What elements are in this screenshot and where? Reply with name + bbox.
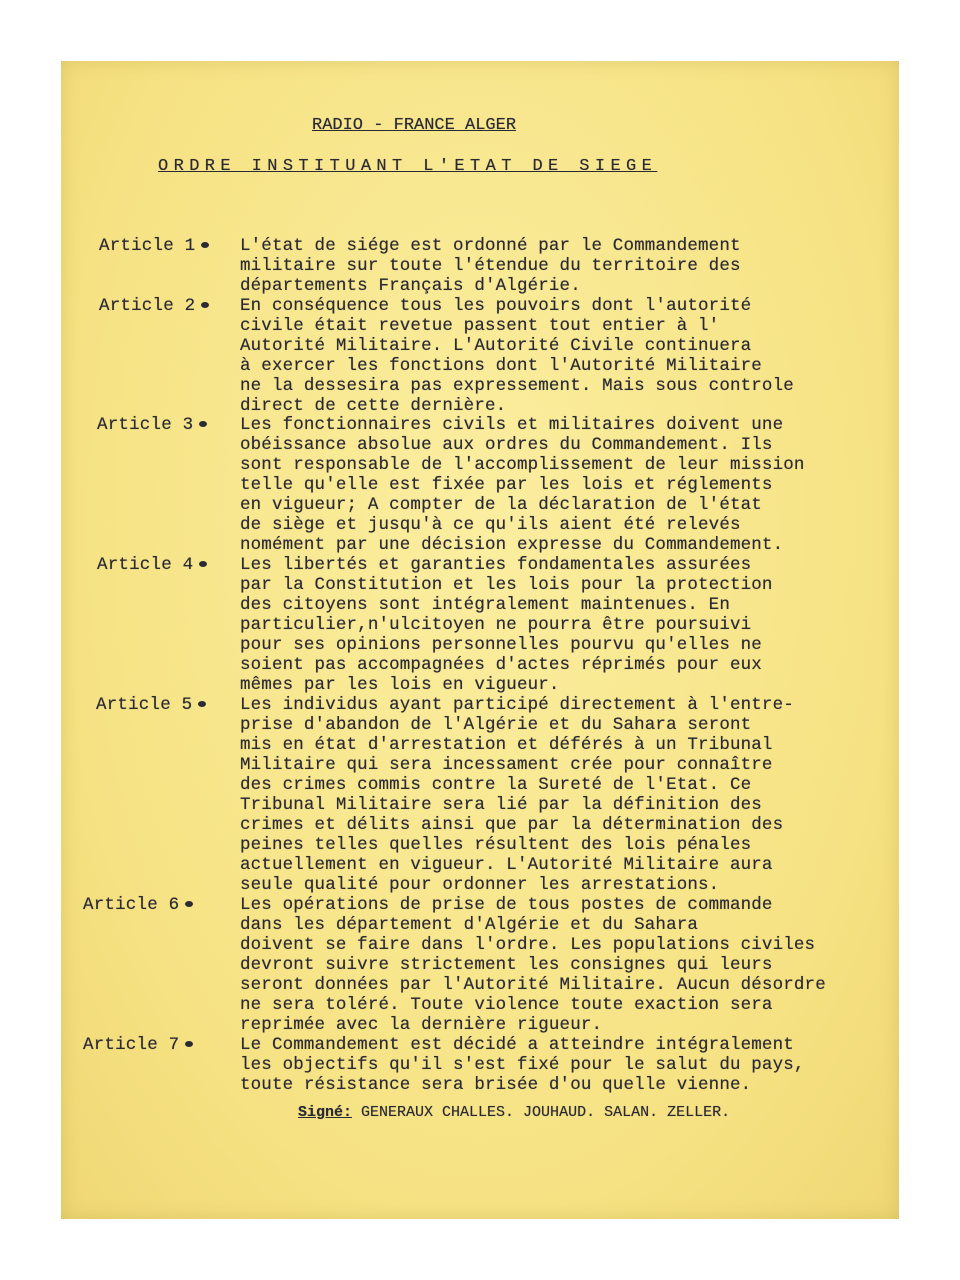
- article-text-line: doivent se faire dans l'ordre. Les populations civiles: [240, 935, 816, 955]
- bullet-icon: [199, 561, 207, 567]
- article-text-line: actuellement en vigueur. L'Autorité Militaire aura: [240, 855, 773, 875]
- signature: [298, 1104, 730, 1121]
- article-text-line: mis en état d'arrestation et déférés à un Tribunal: [240, 735, 773, 755]
- article-text-line: Militaire qui sera incessament crée pour connaître: [240, 755, 773, 775]
- article-text-line: nomément par une décision expresse du Commandement.: [240, 535, 784, 555]
- bullet-icon: [198, 701, 206, 707]
- article-text-line: Le Commandement est décidé a atteindre intégralement: [240, 1035, 794, 1055]
- article-text-line: sont responsable de l'accomplissement de leur mission: [240, 455, 805, 475]
- article-text-line: départements Français d'Algérie.: [240, 276, 581, 296]
- article-text-line: L'état de siége est ordonné par le Commandement: [240, 236, 741, 256]
- article-label-text: Article 4: [97, 555, 194, 575]
- article-label: [97, 415, 207, 435]
- article-text-line: peines telles quelles résultent des lois pénales: [240, 835, 752, 855]
- article-text-line: prise d'abandon de l'Algérie et du Sahara seront: [240, 715, 752, 735]
- article-text-line: des crimes commis contre la Sureté de l'Etat. Ce: [240, 775, 752, 795]
- signature-names: GENERAUX CHALLES. JOUHAUD. SALAN. ZELLER.: [361, 1104, 731, 1121]
- article-text-line: Tribunal Militaire sera lié par la définition des: [240, 795, 762, 815]
- bullet-icon: [185, 901, 193, 907]
- article-text-line: soient pas accompagnées d'actes réprimés pour eux: [240, 655, 762, 675]
- article-text-line: en vigueur; A compter de la déclaration de l'état: [240, 495, 762, 515]
- article-text-line: telle qu'elle est fixée par les lois et réglements: [240, 475, 773, 495]
- article-text-line: ne la dessesira pas expressement. Mais sous controle: [240, 376, 794, 396]
- article-text-line: Autorité Militaire. L'Autorité Civile continuera: [240, 336, 752, 356]
- article-text-line: crimes et délits ainsi que par la détermination des: [240, 815, 784, 835]
- article-text-line: des citoyens sont intégralement maintenues. En: [240, 595, 730, 615]
- bullet-icon: [201, 242, 209, 248]
- document-header: RADIO - FRANCE ALGER: [312, 116, 517, 135]
- article-text-line: seront données par l'Autorité Militaire. Aucun désordre: [240, 975, 826, 995]
- article-text-line: seule qualité pour ordonner les arrestations.: [240, 875, 720, 895]
- article-text-line: dans les département d'Algérie et du Sahara: [240, 915, 699, 935]
- article-text-line: Les libertés et garanties fondamentales assurées: [240, 555, 752, 575]
- bullet-icon: [199, 421, 207, 427]
- article-label-text: Article 1: [99, 236, 196, 256]
- bullet-icon: [201, 302, 209, 308]
- article-text-line: particulier,n'ulcitoyen ne pourra être poursuivi: [240, 615, 752, 635]
- article-label-text: Article 7: [83, 1035, 180, 1055]
- article-text-line: toute résistance sera brisée d'ou quelle vienne.: [240, 1075, 752, 1095]
- article-label: [96, 695, 206, 715]
- article-label: [83, 895, 193, 915]
- article-text-line: devront suivre strictement les consignes qui leurs: [240, 955, 773, 975]
- article-text-line: En conséquence tous les pouvoirs dont l'autorité: [240, 296, 752, 316]
- article-text-line: par la Constitution et les lois pour la protection: [240, 575, 773, 595]
- article-text-line: obéissance absolue aux ordres du Commandement. Ils: [240, 435, 773, 455]
- article-text-line: militaire sur toute l'étendue du territoire des: [240, 256, 741, 276]
- article-text-line: pour ses opinions personnelles pourvu qu'elles ne: [240, 635, 762, 655]
- article-text-line: à exercer les fonctions dont l'Autorité Militaire: [240, 356, 762, 376]
- article-text-line: mêmes par les lois en vigueur.: [240, 675, 560, 695]
- article-label-text: Article 6: [83, 895, 180, 915]
- article-label-text: Article 2: [99, 296, 196, 316]
- article-label: [97, 555, 207, 575]
- article-text-line: civile était revetue passent tout entier à l': [240, 316, 720, 336]
- signature-label: Signé:: [298, 1104, 353, 1121]
- article-label: [99, 236, 209, 256]
- article-text-line: Les individus ayant participé directement à l'entre-: [240, 695, 794, 715]
- article-label-text: Article 5: [96, 695, 193, 715]
- article-label: [83, 1035, 193, 1055]
- article-text-line: reprimée avec la dernière rigueur.: [240, 1015, 603, 1035]
- article-text-line: les objectifs qu'il s'est fixé pour le salut du pays,: [240, 1055, 805, 1075]
- article-text-line: ne sera toléré. Toute violence toute exaction sera: [240, 995, 773, 1015]
- article-label-text: Article 3: [97, 415, 194, 435]
- article-label: [99, 296, 209, 316]
- document-title: ORDRE INSTITUANT L'ETAT DE SIEGE: [158, 157, 658, 176]
- bullet-icon: [185, 1041, 193, 1047]
- article-text-line: Les opérations de prise de tous postes de commande: [240, 895, 773, 915]
- article-text-line: de siège et jusqu'à ce qu'ils aient été relevés: [240, 515, 741, 535]
- article-text-line: direct de cette dernière.: [240, 396, 507, 416]
- article-text-line: Les fonctionnaires civils et militaires doivent une: [240, 415, 784, 435]
